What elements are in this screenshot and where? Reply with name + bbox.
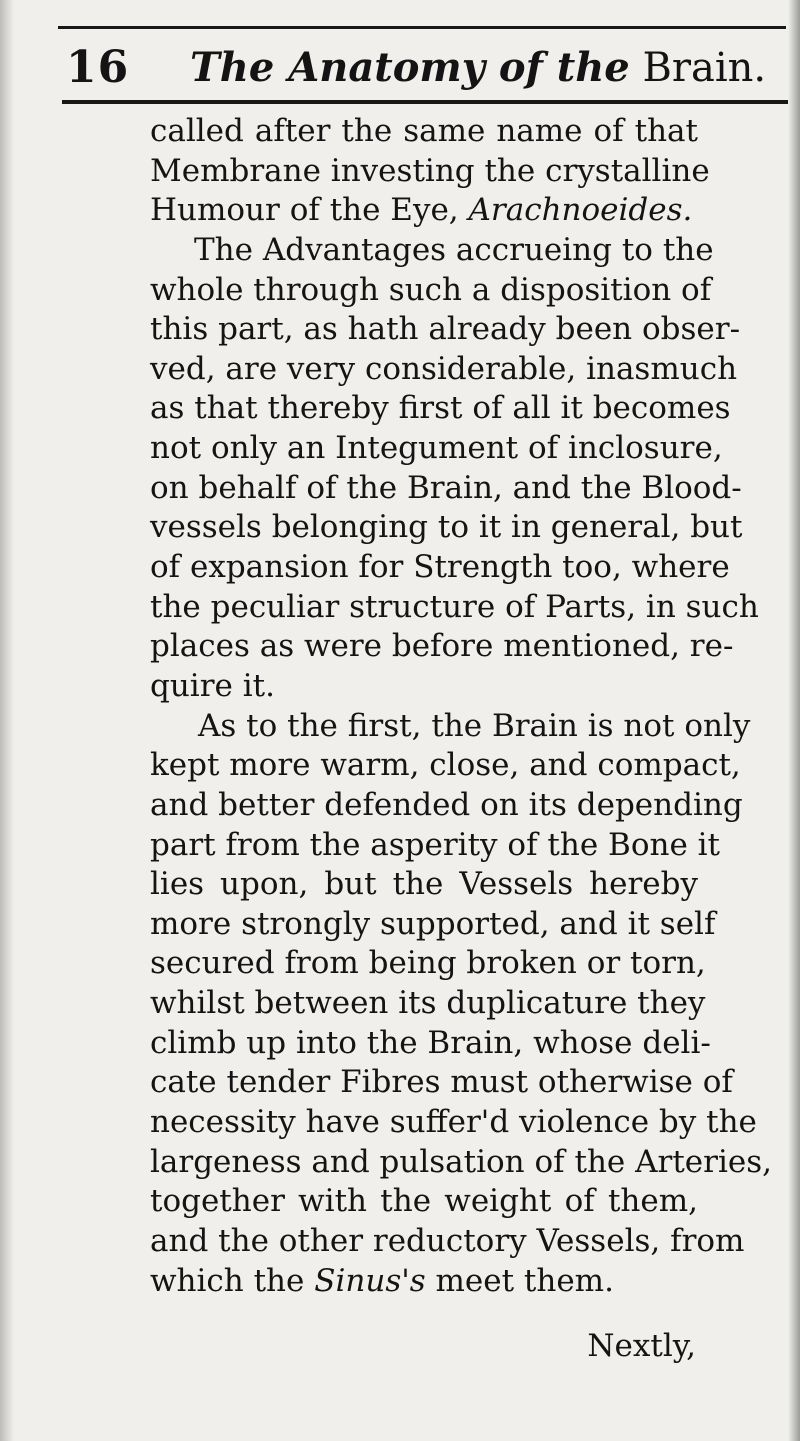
italic-term-arachnoeides: Arachnoeides. bbox=[468, 192, 693, 229]
running-head-roman: Brain. bbox=[642, 45, 767, 91]
text-line: part from the asperity of the Bone it bbox=[150, 826, 721, 863]
text-line: lies upon, but the Vessels hereby bbox=[150, 866, 698, 903]
text-line: and better defended on its depending bbox=[150, 786, 743, 823]
text-line: whilst between its duplicature they bbox=[150, 985, 706, 1022]
text-line: as that thereby first of all it becomes bbox=[150, 390, 731, 427]
text-line: necessity have suffer'd violence by the bbox=[150, 1104, 757, 1141]
text-line: vessels belonging to it in general, but bbox=[150, 509, 743, 546]
header-top-rule bbox=[58, 26, 786, 29]
text-line: not only an Integument of inclosure, bbox=[150, 430, 723, 467]
text-line-part: which the bbox=[150, 1262, 305, 1299]
text-line: the peculiar structure of Parts, in such bbox=[150, 588, 759, 625]
italic-term-sinus: Sinus's bbox=[314, 1262, 426, 1299]
text-line-paragraph-start: As to the first, the Brain is not only bbox=[198, 707, 751, 744]
text-line: of expansion for Strength too, where bbox=[150, 549, 730, 586]
text-line-part: Humour of the Eye, bbox=[150, 192, 459, 229]
text-line: together with the weight of them, bbox=[150, 1183, 698, 1220]
running-head-italic: The Anatomy of the bbox=[190, 44, 630, 91]
page-number: 16 bbox=[66, 42, 130, 93]
text-line: called after the same name of that bbox=[150, 113, 698, 149]
text-line bbox=[150, 1262, 698, 1302]
text-line: more strongly supported, and it self bbox=[150, 905, 716, 942]
catchword: Nextly, bbox=[587, 1328, 696, 1364]
text-line-paragraph-start: The Advantages accrueing to the bbox=[194, 231, 714, 268]
text-line: Membrane investing the crystalline bbox=[150, 152, 710, 189]
text-line: on behalf of the Brain, and the Blood- bbox=[150, 469, 742, 506]
text-line: ved, are very considerable, inasmuch bbox=[150, 350, 738, 387]
text-line: secured from being broken or torn, bbox=[150, 945, 706, 982]
text-line: this part, as hath already been obser- bbox=[150, 311, 741, 348]
text-line: places as were before mentioned, re- bbox=[150, 628, 734, 665]
body-text bbox=[150, 112, 772, 1301]
text-line: whole through such a disposition of bbox=[150, 271, 712, 308]
running-head bbox=[190, 38, 766, 98]
text-line: and the other reductory Vessels, from bbox=[150, 1222, 745, 1259]
text-line bbox=[150, 191, 698, 231]
text-line-part: meet them. bbox=[435, 1262, 614, 1299]
text-line: cate tender Fibres must otherwise of bbox=[150, 1064, 733, 1101]
text-line: quire it. bbox=[150, 667, 275, 704]
text-line: kept more warm, close, and compact, bbox=[150, 747, 741, 784]
header-bottom-rule bbox=[62, 100, 788, 104]
text-line: climb up into the Brain, whose deli- bbox=[150, 1024, 711, 1061]
text-line: largeness and pulsation of the Arteries, bbox=[150, 1143, 772, 1180]
